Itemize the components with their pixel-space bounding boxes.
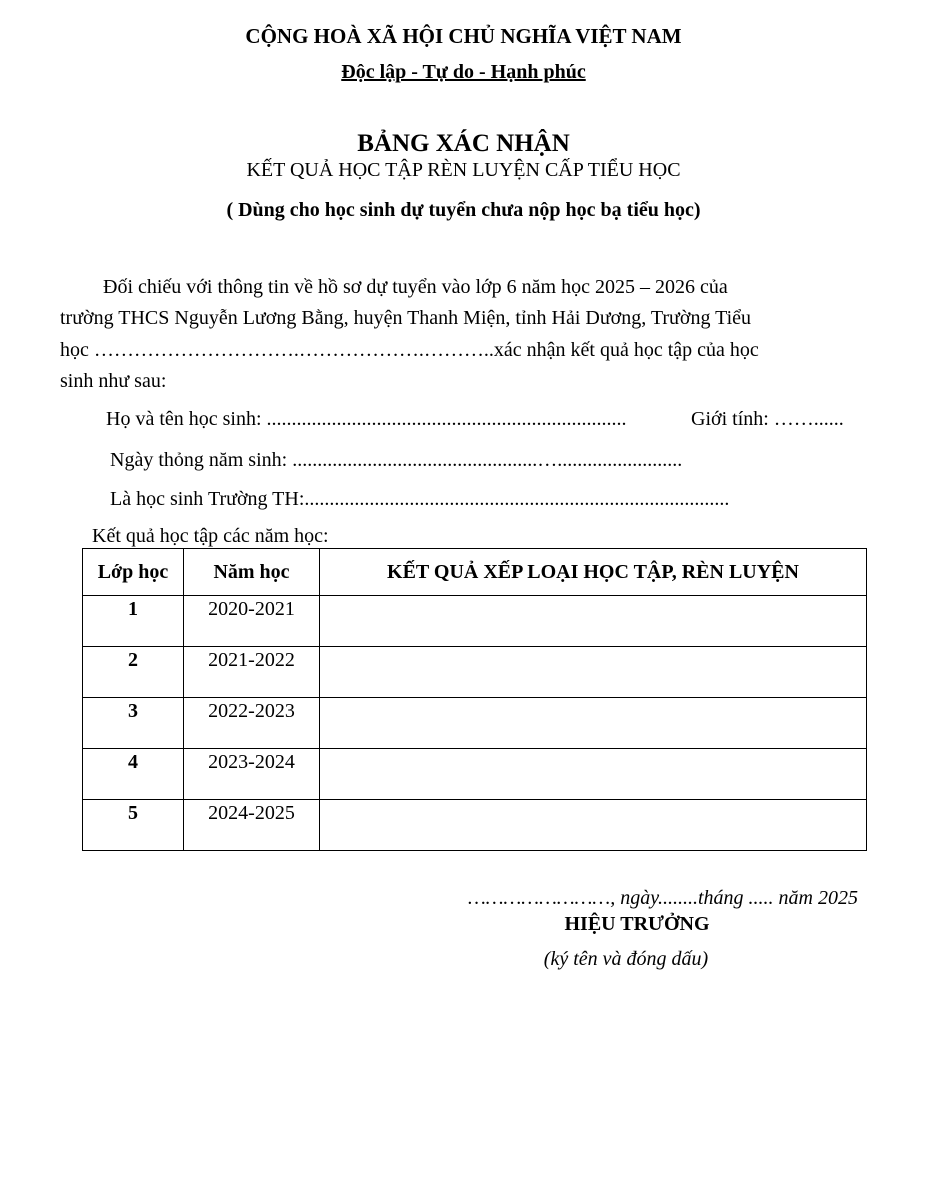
year-cell: 2020-2021 xyxy=(184,596,320,647)
table-row xyxy=(83,596,867,647)
table-row xyxy=(83,749,867,800)
table-header-row xyxy=(83,549,867,596)
results-table xyxy=(82,548,867,851)
table-row xyxy=(83,647,867,698)
grade-cell: 5 xyxy=(83,800,184,851)
signature-title: HIỆU TRƯỞNG xyxy=(564,913,710,935)
column-header-result: KẾT QUẢ XẾP LOẠI HỌC TẬP, RÈN LUYỆN xyxy=(320,549,867,596)
body-line-2: trường THCS Nguyễn Lương Bằng, huyện Thanh Miện, tỉnh Hải Dương, Trường Tiểu xyxy=(60,307,752,329)
form-note: ( Dùng cho học sinh dự tuyển chưa nộp học bạ tiểu học) xyxy=(226,199,701,221)
body-line-4: sinh như sau: xyxy=(60,370,167,392)
birth-date-field: Ngày thỏng năm sinh: .................................................…......................... xyxy=(110,449,683,471)
column-header-grade: Lớp học xyxy=(83,549,184,596)
result-cell xyxy=(320,698,867,749)
signature-note: (ký tên và đóng dấu) xyxy=(543,948,709,970)
result-cell xyxy=(320,596,867,647)
form-title: BẢNG XÁC NHẬN xyxy=(357,130,570,157)
grade-cell: 3 xyxy=(83,698,184,749)
nation-heading: CỘNG HOÀ XÃ HỘI CHỦ NGHĨA VIỆT NAM xyxy=(245,24,682,48)
grade-cell: 2 xyxy=(83,647,184,698)
body-line-1: Đối chiếu với thông tin về hồ sơ dự tuyển vào lớp 6 năm học 2025 – 2026 của xyxy=(103,276,728,298)
year-cell: 2022-2023 xyxy=(184,698,320,749)
results-caption: Kết quả học tập các năm học: xyxy=(92,525,329,547)
grade-cell: 1 xyxy=(83,596,184,647)
result-cell xyxy=(320,647,867,698)
table-row xyxy=(83,800,867,851)
result-cell xyxy=(320,749,867,800)
school-field: Là học sinh Trường TH:..................................................................................... xyxy=(110,488,730,510)
gender-field: Giới tính: ……...... xyxy=(691,408,844,430)
year-cell: 2024-2025 xyxy=(184,800,320,851)
body-line-3: học ………………………….……………….………..xác nhận kết quả học tập của học xyxy=(60,339,759,361)
signature-date-line: ……………………, ngày........tháng ..... năm 2025 xyxy=(467,887,858,909)
student-name-field: Họ và tên học sinh: ........................................................................ xyxy=(106,408,627,430)
motto-heading: Độc lập - Tự do - Hạnh phúc xyxy=(341,61,586,83)
column-header-year: Năm học xyxy=(184,549,320,596)
year-cell: 2021-2022 xyxy=(184,647,320,698)
form-subtitle: KẾT QUẢ HỌC TẬP RÈN LUYỆN CẤP TIỂU HỌC xyxy=(246,159,681,181)
result-cell xyxy=(320,800,867,851)
year-cell: 2023-2024 xyxy=(184,749,320,800)
grade-cell: 4 xyxy=(83,749,184,800)
table-row xyxy=(83,698,867,749)
